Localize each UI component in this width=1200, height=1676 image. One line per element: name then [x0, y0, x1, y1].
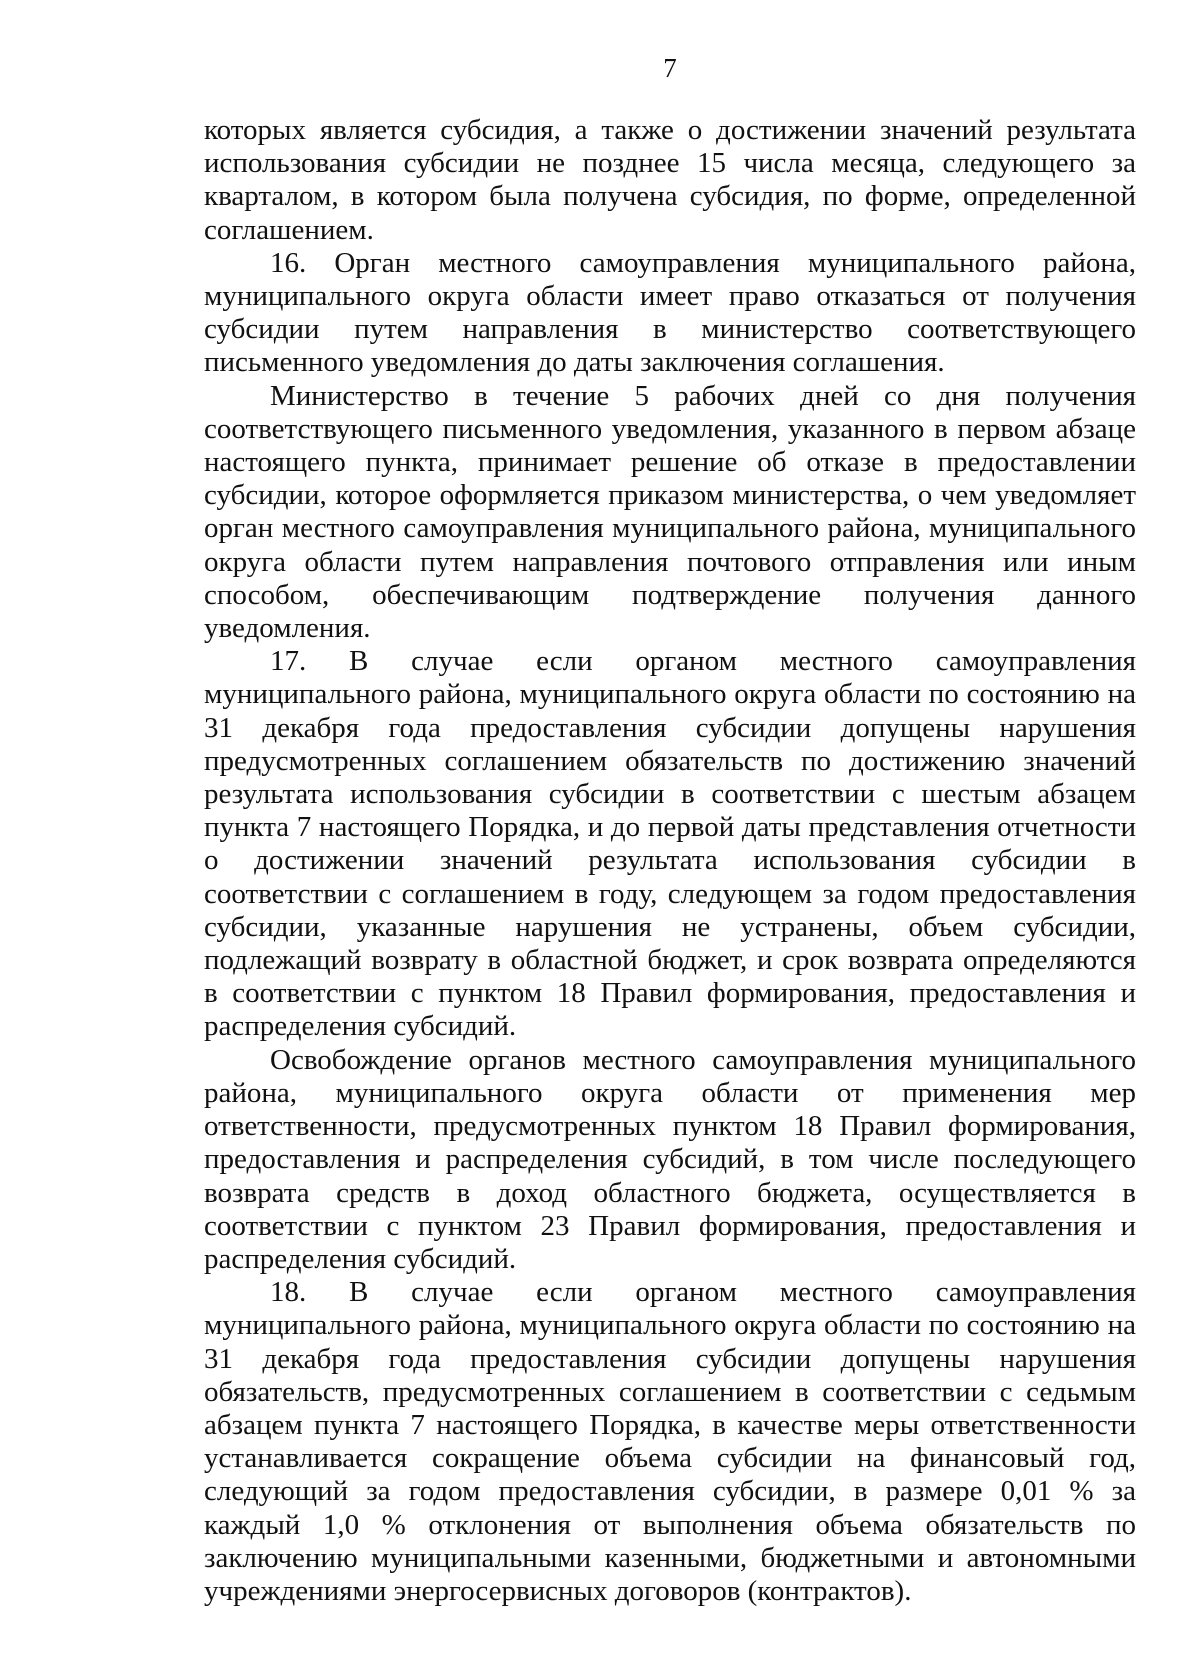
paragraph-item-17: 17. В случае если органом местного самоуправления муниципального района, муниципального округа области по состоянию на 31 декабря года предоставления субсидии допущены нарушения предусмотренных соглашением обязательств по достижению значений результата использования субсидии в соответствии с шестым абзацем пункта 7 настоящего Порядка, и до первой даты представления отчетности о достижении значений результата использования субсидии в соответствии с соглашением в году, следующем за годом предоставления субсидии, указанные нарушения не устранены, объем субсидии, подлежащий возврату в областной бюджет, и срок возврата определяются в соответствии с пунктом 18 Правил формирования, предоставления и распределения субсидий.: [204, 645, 1136, 1043]
paragraph-continuation: которых является субсидия, а также о достижении значений результата использования субсидии не позднее 15 числа месяца, следующего за кварталом, в котором была получена субсидия, по форме, определенной соглашением.: [204, 114, 1136, 246]
page-number: 7: [663, 53, 677, 83]
paragraph-item-17-exemption: Освобождение органов местного самоуправления муниципального района, муниципального округа области от применения мер ответственности, предусмотренных пунктом 18 Правил формирования, предоставления и распределения субсидий, в том числе последующего возврата средств в доход областного бюджета, осуществляется в соответствии с пунктом 23 Правил формирования, предоставления и распределения субсидий.: [204, 1043, 1136, 1275]
document-body: [204, 114, 1136, 1608]
paragraph-item-16-ministry: Министерство в течение 5 рабочих дней со дня получения соответствующего письменного уведомления, указанного в первом абзаце настоящего пункта, принимает решение об отказе в предоставлении субсидии, которое оформляется приказом министерства, о чем уведомляет орган местного самоуправления муниципального района, муниципального округа области путем направления почтового отправления или иным способом, обеспечивающим подтверждение получения данного уведомления.: [204, 379, 1136, 645]
paragraph-item-18: 18. В случае если органом местного самоуправления муниципального района, муниципального округа области по состоянию на 31 декабря года предоставления субсидии допущены нарушения обязательств, предусмотренных соглашением в соответствии с седьмым абзацем пункта 7 настоящего Порядка, в качестве меры ответственности устанавливается сокращение объема субсидии на финансовый год, следующий за годом предоставления субсидии, в размере 0,01 % за каждый 1,0 % отклонения от выполнения объема обязательств по заключению муниципальными казенными, бюджетными и автономными учреждениями энергосервисных договоров (контрактов).: [204, 1276, 1136, 1607]
paragraph-item-16: 16. Орган местного самоуправления муниципального района, муниципального округа области имеет право отказаться от получения субсидии путем направления в министерство соответствующего письменного уведомления до даты заключения соглашения.: [204, 246, 1136, 379]
